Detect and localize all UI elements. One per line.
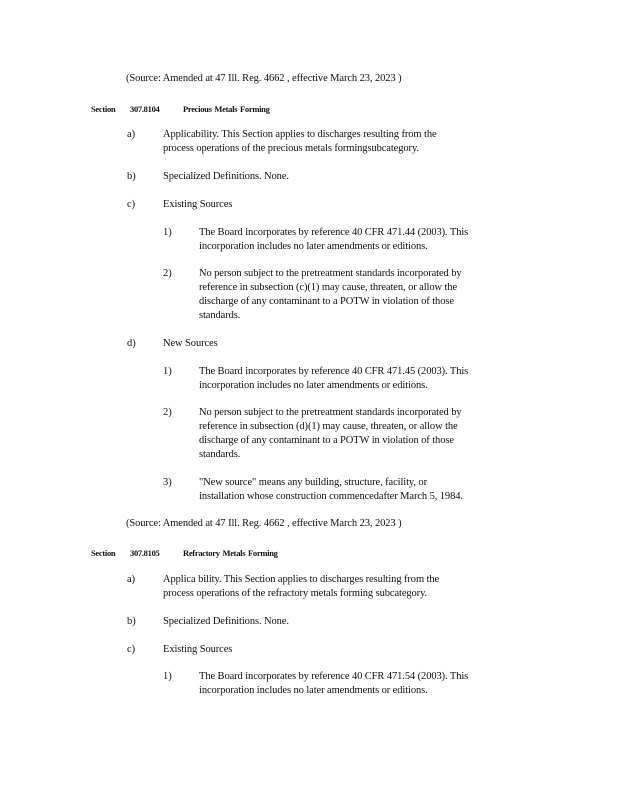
item-label: 3): [163, 477, 172, 488]
section-title: Precious Metals Forming: [183, 104, 270, 114]
paragraph-line: The Board incorporates by reference 40 CFR 471.45 (2003). This: [199, 366, 469, 377]
paragraph-line: "New source" means any building, structure, facility, or: [199, 477, 427, 488]
item-label: 2): [163, 407, 172, 418]
section-label: Section: [91, 548, 116, 558]
subsection-label: a): [127, 129, 136, 140]
paragraph-line: standards.: [199, 310, 241, 321]
paragraph-line: Specialized Definitions. None.: [163, 616, 289, 627]
paragraph-line: Applicability. This Section applies to discharges resulting from the: [163, 129, 437, 140]
subsection-label: c): [127, 644, 136, 655]
item-label: 2): [163, 268, 172, 279]
subsection-label: b): [127, 616, 136, 627]
section-number: 307.8105: [130, 548, 160, 558]
paragraph-line: discharge of any contaminant to a POTW in violation of those: [199, 296, 454, 307]
paragraph-line: reference in subsection (d)(1) may cause, threaten, or allow the: [199, 421, 458, 432]
paragraph-line: installation whose construction commencedafter March 5, 1984.: [199, 491, 463, 502]
paragraph-line: incorporation includes no later amendments or editions.: [199, 241, 428, 252]
paragraph-line: standards.: [199, 449, 241, 460]
paragraph-line: The Board incorporates by reference 40 CFR 471.44 (2003). This: [199, 227, 469, 238]
paragraph-line: No person subject to the pretreatment standards incorporated by: [199, 268, 462, 279]
subsection-label: a): [127, 574, 136, 585]
item-label: 1): [163, 366, 172, 377]
subsection-label: b): [127, 171, 136, 182]
paragraph-line: reference in subsection (c)(1) may cause, threaten, or allow the: [199, 282, 458, 293]
subsection-heading: Existing Sources: [163, 644, 233, 655]
subsection-label: d): [127, 338, 136, 349]
source-note: (Source: Amended at 47 Ill. Reg. 4662 , effective March 23, 2023 ): [126, 73, 402, 84]
section-title: Refractory Metals Forming: [183, 548, 278, 558]
section-number: 307.8104: [130, 104, 160, 114]
section-label: Section: [91, 104, 116, 114]
paragraph-line: process operations of the refractory metals forming subcategory.: [163, 588, 428, 599]
paragraph-line: incorporation includes no later amendments or editions.: [199, 685, 428, 696]
paragraph-line: The Board incorporates by reference 40 CFR 471.54 (2003). This: [199, 671, 469, 682]
subsection-label: c): [127, 199, 136, 210]
paragraph-line: Applica bility. This Section applies to discharges resulting from the: [163, 574, 440, 585]
item-label: 1): [163, 227, 172, 238]
subsection-heading: Existing Sources: [163, 199, 233, 210]
subsection-heading: New Sources: [163, 338, 218, 349]
paragraph-line: No person subject to the pretreatment standards incorporated by: [199, 407, 462, 418]
paragraph-line: incorporation includes no later amendments or editions.: [199, 380, 428, 391]
paragraph-line: process operations of the precious metals formingsubcategory.: [163, 143, 419, 154]
paragraph-line: Specialized Definitions. None.: [163, 171, 289, 182]
source-note: (Source: Amended at 47 Ill. Reg. 4662 , effective March 23, 2023 ): [126, 518, 402, 529]
paragraph-line: discharge of any contaminant to a POTW in violation of those: [199, 435, 454, 446]
item-label: 1): [163, 671, 172, 682]
